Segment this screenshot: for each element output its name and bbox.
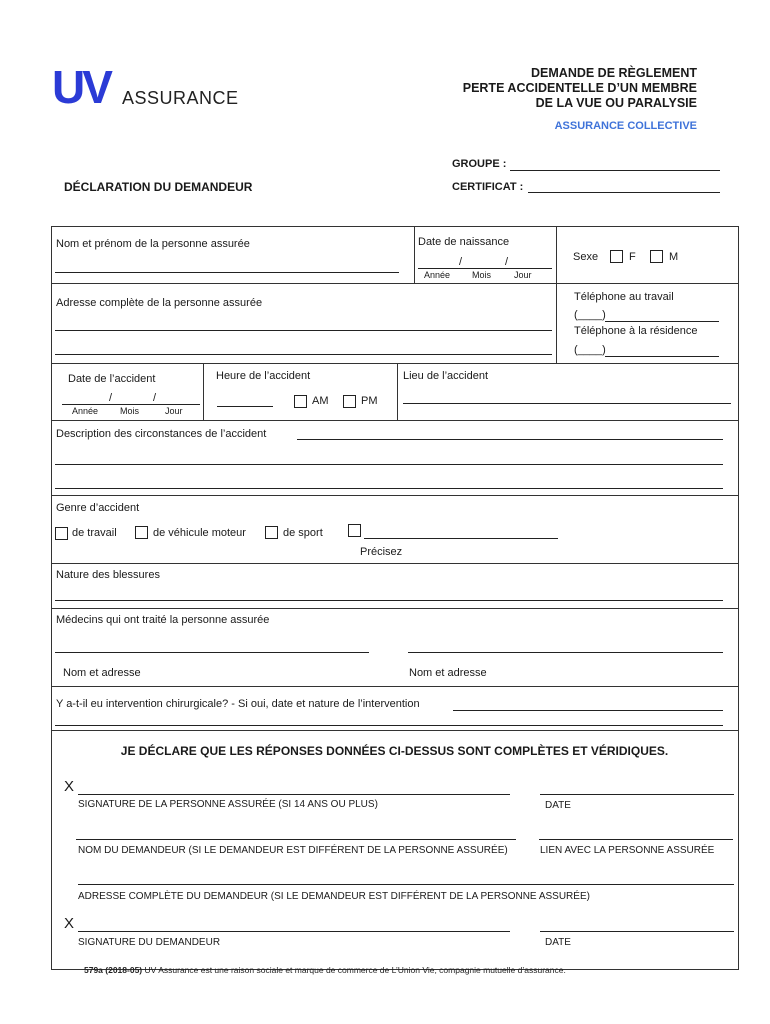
birth-jour: Jour (514, 270, 532, 280)
subtitle: ASSURANCE COLLECTIVE (554, 120, 697, 132)
sexe-label: Sexe (573, 251, 599, 263)
claimant-name-caption: NOM DU DEMANDEUR (SI LE DEMANDEUR EST DIFFÉRENT DE LA PERSONNE ASSURÉE) (78, 845, 508, 856)
description-label: Description des circonstances de l’accident (56, 428, 267, 440)
birth-annee: Année (424, 270, 451, 280)
title-line-2: PERTE ACCIDENTELLE D’UN MEMBRE (462, 81, 697, 95)
logo (52, 61, 242, 113)
accident-time-field[interactable] (217, 406, 273, 407)
x-mark-2: X (64, 915, 75, 932)
am-label: AM (312, 395, 329, 407)
surgery-field-2[interactable] (55, 725, 723, 726)
genre-travail-checkbox[interactable] (55, 527, 68, 540)
surgery-field-1[interactable] (453, 710, 723, 711)
genre-sport-checkbox[interactable] (265, 526, 278, 539)
footer-text: UV Assurance est une raison sociale et marque de commerce de L’Union Vie, compagnie mutuelle d’assurance. (144, 965, 566, 975)
claimant-address-field[interactable] (78, 884, 734, 885)
pm-checkbox[interactable] (343, 395, 356, 408)
accident-place-field[interactable] (403, 403, 731, 404)
accident-annee: Année (72, 406, 99, 416)
accident-time-label: Heure de l’accident (216, 370, 311, 382)
phone-home-field[interactable] (605, 356, 719, 357)
birth-date-label: Date de naissance (418, 236, 510, 248)
sexe-f-checkbox[interactable] (610, 250, 623, 263)
doctor-1-field[interactable] (55, 652, 369, 653)
accident-jour: Jour (165, 406, 183, 416)
sexe-f-label: F (629, 251, 636, 263)
insured-name-field[interactable] (55, 272, 399, 273)
phone-work-paren: (____) (574, 309, 606, 321)
form-code: 579a (2018-05) (84, 965, 143, 975)
accident-date-label: Date de l’accident (68, 373, 156, 385)
signature-claimant-field[interactable] (78, 931, 510, 932)
birth-sep-2: / (505, 256, 509, 268)
genre-vehicule-checkbox[interactable] (135, 526, 148, 539)
description-field-2[interactable] (55, 464, 723, 465)
date-1-caption: DATE (545, 800, 571, 811)
phone-home-label: Téléphone à la résidence (574, 325, 698, 337)
logo-assurance: ASSURANCE (122, 88, 239, 108)
genre-other-checkbox[interactable] (348, 524, 361, 537)
doctors-label: Médecins qui ont traité la personne assurée (56, 614, 270, 626)
acc-sep-1: / (109, 392, 113, 404)
date-1-field[interactable] (540, 794, 734, 795)
signature-insured-field[interactable] (78, 794, 510, 795)
birth-sep-1: / (459, 256, 463, 268)
relationship-caption: LIEN AVEC LA PERSONNE ASSURÉE (540, 845, 715, 856)
certificat-field[interactable] (528, 192, 720, 193)
phone-home-paren: (____) (574, 344, 606, 356)
genre-label: Genre d’accident (56, 502, 140, 514)
declaration-title: DÉCLARATION DU DEMANDEUR (64, 180, 253, 194)
doctor-1-caption: Nom et adresse (63, 667, 141, 679)
injuries-field[interactable] (55, 600, 723, 601)
date-2-caption: DATE (545, 937, 571, 948)
footer (84, 965, 566, 975)
title-line-3: DE LA VUE OU PARALYSIE (535, 96, 697, 110)
phone-work-field[interactable] (605, 321, 719, 322)
doctor-2-field[interactable] (408, 652, 723, 653)
insured-name-label: Nom et prénom de la personne assurée (56, 238, 250, 250)
address-field-2[interactable] (55, 354, 552, 355)
pm-label: PM (361, 395, 378, 407)
claimant-address-caption: ADRESSE COMPLÈTE DU DEMANDEUR (SI LE DEMANDEUR EST DIFFÉRENT DE LA PERSONNE ASSURÉE) (78, 891, 590, 902)
description-field-1[interactable] (297, 439, 723, 440)
sexe-m-label: M (669, 251, 679, 263)
birth-mois: Mois (472, 270, 492, 280)
doctor-2-caption: Nom et adresse (409, 667, 487, 679)
x-mark-1: X (64, 778, 75, 795)
relationship-field[interactable] (539, 839, 733, 840)
signature-claimant-caption: SIGNATURE DU DEMANDEUR (78, 937, 221, 948)
description-field-3[interactable] (55, 488, 723, 489)
sexe-m-checkbox[interactable] (650, 250, 663, 263)
form-title (463, 66, 697, 111)
title-line-1: DEMANDE DE RÈGLEMENT (531, 66, 697, 80)
logo-uv: UV (52, 61, 110, 113)
surgery-label: Y a-t-il eu intervention chirurgicale? - Si oui, date et nature de l’intervention (56, 698, 420, 710)
genre-sport-label: de sport (283, 527, 323, 539)
am-checkbox[interactable] (294, 395, 307, 408)
phone-work-label: Téléphone au travail (574, 291, 674, 303)
accident-place-label: Lieu de l’accident (403, 370, 489, 382)
address-field-1[interactable] (55, 330, 552, 331)
genre-vehicule-label: de véhicule moteur (153, 527, 246, 539)
date-2-field[interactable] (540, 931, 734, 932)
genre-travail-label: de travail (72, 527, 117, 539)
injuries-label: Nature des blessures (56, 569, 160, 581)
accident-date-field[interactable] (62, 404, 200, 405)
precisez-label: Précisez (360, 546, 403, 558)
signature-insured-caption: SIGNATURE DE LA PERSONNE ASSURÉE (SI 14 ANS OU PLUS) (78, 799, 378, 810)
groupe-label: GROUPE : (452, 158, 507, 170)
certificat-label: CERTIFICAT : (452, 181, 524, 193)
claimant-name-field[interactable] (76, 839, 516, 840)
address-label: Adresse complète de la personne assurée (56, 297, 263, 309)
declaration-statement: JE DÉCLARE QUE LES RÉPONSES DONNÉES CI-DESSUS SONT COMPLÈTES ET VÉRIDIQUES. (120, 744, 669, 758)
genre-other-field[interactable] (364, 538, 558, 539)
accident-mois: Mois (120, 406, 140, 416)
form-box (51, 226, 739, 970)
acc-sep-2: / (153, 392, 157, 404)
groupe-field[interactable] (510, 170, 720, 171)
birth-date-field[interactable] (418, 268, 552, 269)
